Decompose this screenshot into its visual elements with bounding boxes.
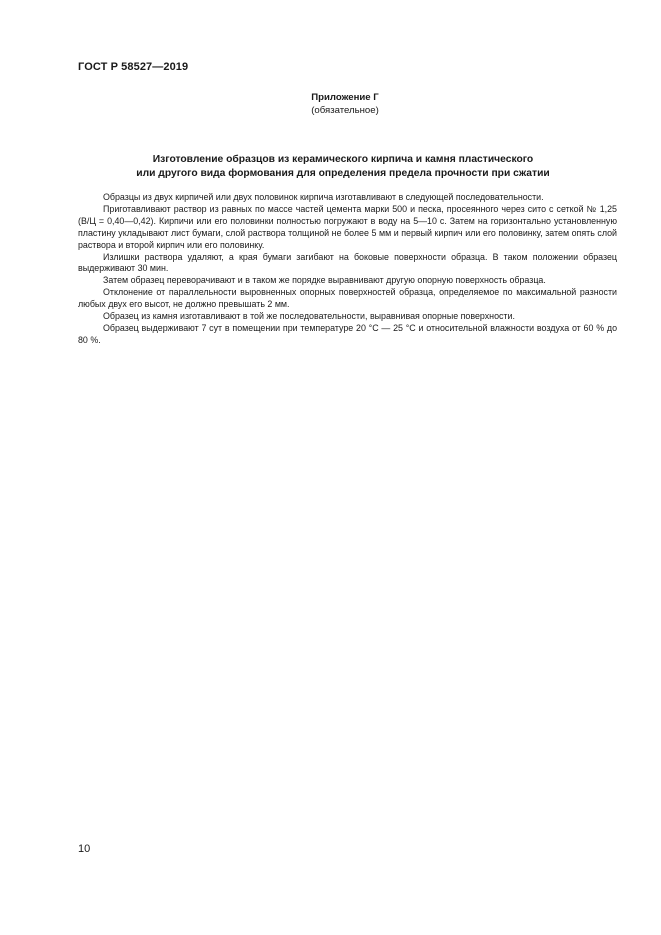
annex-heading xyxy=(250,91,440,117)
paragraph: Отклонение от параллельности выровненных опорных поверхностей образца, определяемое по максимальной разности любых двух его высот, не должно превышать 2 мм. xyxy=(78,287,617,310)
page-number: 10 xyxy=(78,843,91,855)
paragraph: Образцы из двух кирпичей или двух половинок кирпича изготавливают в следующей последовательности. xyxy=(103,192,544,202)
document-code: ГОСТ Р 58527—2019 xyxy=(78,61,189,73)
body-text xyxy=(78,192,617,347)
paragraph: Затем образец переворачивают и в таком же порядке выравнивают другую опорную поверхность образца. xyxy=(103,275,546,286)
paragraph: Излишки раствора удаляют, а края бумаги загибают на боковые поверхности образца. В таком положении образец выдерживают 30 мин. xyxy=(78,251,617,274)
annex-status: (обязательное) xyxy=(311,105,379,116)
section-title-line-2: или другого вида формования для определения предела прочности при сжатии xyxy=(136,168,550,179)
paragraph: Образец выдерживают 7 сут в помещении при температуре 20 °С — 25 °С и относительной влажности воздуха от 60 % до 80 %. xyxy=(78,322,617,345)
annex-title: Приложение Г xyxy=(311,92,379,103)
section-title-line-1: Изготовление образцов из керамического кирпича и камня пластического xyxy=(152,154,534,165)
paragraph: Приготавливают раствор из равных по массе частей цемента марки 500 и песка, просеянного через сито с сеткой № 1,25 (В/Ц = 0,40—0,42). Кирпичи или его половинки полностью погружают в воду на 5—10 с. Затем на горизонтально установленную пластину укладывают лист бумаги, слой раствора толщиной не более 5 мм и первый кирпич или его половинку, затем опять слой раствора и второй кирпич или его половинку. xyxy=(78,203,617,250)
section-title xyxy=(80,153,606,181)
paragraph: Образец из камня изготавливают в той же последовательности, выравнивая опорные поверхности. xyxy=(103,311,515,322)
